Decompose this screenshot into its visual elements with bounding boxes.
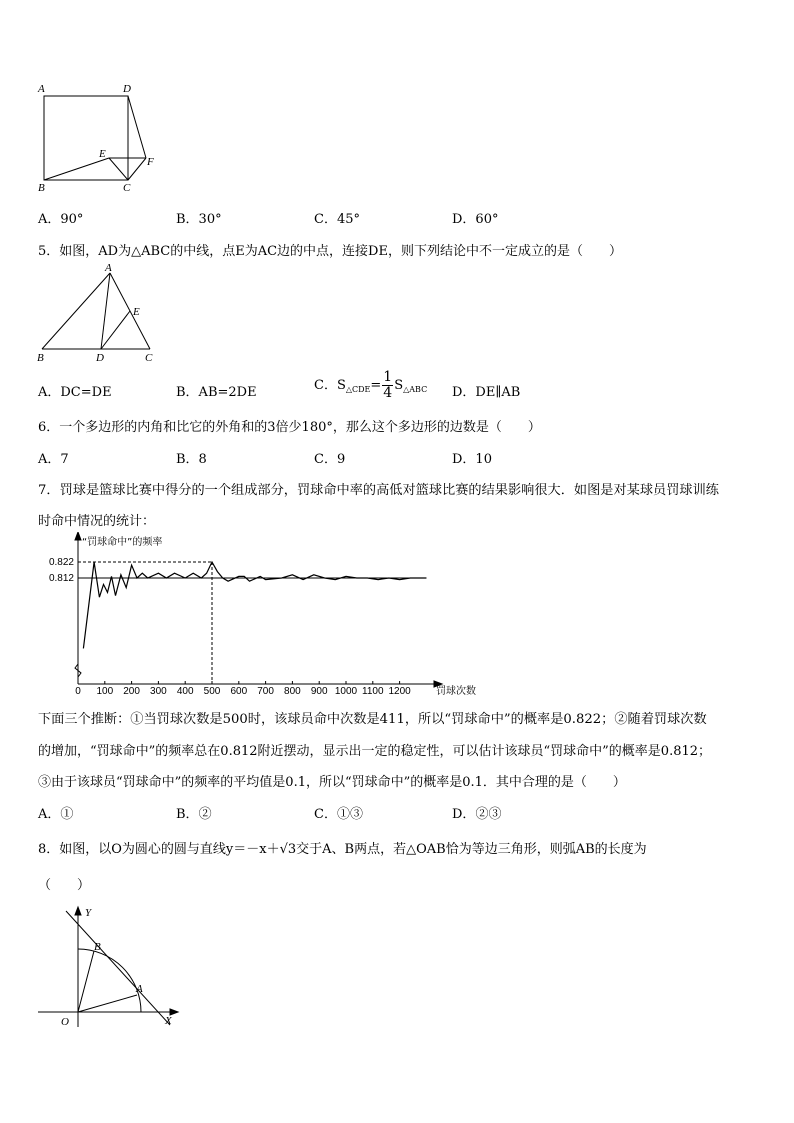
- q8-stem-post: 交于A、B两点，若△OAB恰为等边三角形，则弧AB的长度为: [296, 842, 647, 857]
- y-tick-label-0.812: 0.812: [48, 573, 74, 584]
- q4-label-a: A: [38, 83, 45, 95]
- q7-option-d-letter: D．: [452, 807, 476, 822]
- q8-label-b: B: [94, 941, 101, 953]
- q7-option-c-letter: C．: [314, 807, 337, 822]
- q7-frequency-chart: [34, 532, 504, 700]
- q5-label-a: A: [105, 262, 112, 274]
- q5-segment-de: [101, 311, 130, 349]
- q4-option-d: D．60°: [452, 212, 499, 227]
- q5-option-c-eq: =: [370, 378, 382, 393]
- y-tick-label-0.822: 0.822: [48, 557, 74, 568]
- q6-stem: 6．一个多边形的内角和比它的外角和的3倍少180°，那么这个多边形的边数是（ ）: [38, 420, 541, 435]
- q5-option-c-prefix: C．S: [314, 378, 346, 393]
- q5-side-ab: [42, 273, 110, 349]
- q4-segment-be: [44, 158, 109, 180]
- q8-label-a: A: [136, 983, 143, 995]
- q5-stem: 5．如图，AD为△ABC的中线，点E为AC边的中点，连接DE，则下列结论中不一定成立的是（ ）: [38, 244, 622, 259]
- x-tick-label-100: 100: [96, 686, 114, 697]
- q5-option-c: [314, 370, 427, 401]
- q8-label-y: Y: [85, 907, 92, 919]
- q4-segment-df: [128, 96, 146, 158]
- q8-label-o: O: [61, 1016, 69, 1028]
- q7-option-d-mark2: ③: [488, 807, 502, 822]
- q7-option-c: [314, 803, 363, 822]
- q8-answer-paren: （ ）: [38, 878, 91, 893]
- q5-median-ad: [101, 273, 110, 349]
- q7-option-b: [176, 803, 212, 822]
- q4-label-d: D: [123, 83, 131, 95]
- q7-stem-line2: 时命中情况的统计：: [38, 514, 156, 529]
- q4-option-b: B．30°: [176, 212, 222, 227]
- x-tick-label-800: 800: [284, 686, 301, 697]
- q7-y-axis-arrow: [75, 532, 81, 540]
- q7-para-line2: 的增加，“罚球命中”的频率总在0.812附近摆动，显示出一定的稳定性，可以估计该球员“罚球命中”的概率是0.812；: [38, 744, 712, 759]
- q4-figure: [34, 80, 164, 195]
- q7-y-axis-label: “罚球命中”的频率: [82, 537, 163, 548]
- q5-option-c-denominator: 4: [383, 385, 393, 401]
- q4-segment-ec: [109, 158, 128, 180]
- q5-label-b: B: [37, 352, 44, 364]
- q5-label-c: C: [145, 352, 153, 364]
- q5-label-e: E: [133, 306, 140, 318]
- q4-label-b: B: [38, 182, 45, 194]
- q4-label-c: C: [123, 182, 131, 194]
- q4-option-c: C．45°: [314, 212, 360, 227]
- q4-label-e: E: [99, 148, 106, 160]
- x-tick-label-400: 400: [176, 686, 194, 697]
- x-tick-label-1100: 1100: [362, 686, 384, 697]
- q8-segment-oa: [78, 995, 137, 1012]
- q8-line: [66, 911, 170, 1025]
- q8-stem-pre: 8．如图，以O为圆心的圆与直线y＝－x＋: [38, 842, 280, 857]
- q5-option-c-fraction: [382, 370, 393, 401]
- q8-stem: [38, 838, 647, 857]
- q5-option-b: B．AB=2DE: [176, 385, 257, 400]
- q6-option-a: A．7: [38, 452, 69, 467]
- q7-stem-line1: 7．罚球是篮球比赛中得分的一个组成部分，罚球命中率的高低对篮球比赛的结果影响很大．如图是对某球员罚球训练: [38, 483, 719, 498]
- q5-option-c-sub2: △ABC: [403, 385, 428, 394]
- x-tick-label-300: 300: [150, 686, 167, 697]
- q7-option-b-letter: B．: [176, 807, 199, 822]
- q8-label-x: X: [165, 1015, 172, 1027]
- x-tick-label-1000: 1000: [334, 686, 358, 697]
- x-tick-label-600: 600: [230, 686, 248, 697]
- x-tick-label-500: 500: [203, 686, 221, 697]
- q7-option-a-mark: ①: [60, 807, 74, 822]
- q7-option-b-mark: ②: [198, 807, 212, 822]
- x-tick-label-0: 0: [75, 686, 81, 697]
- q8-stem-sqrt: √3: [279, 842, 297, 857]
- q7-option-c-mark1: ①: [336, 807, 350, 822]
- q5-label-d: D: [96, 352, 104, 364]
- q7-option-c-mark2: ③: [349, 807, 363, 822]
- q4-segment-fc: [128, 158, 146, 180]
- q7-option-a: [38, 803, 73, 822]
- q4-option-a: A．90°: [38, 212, 84, 227]
- q8-y-axis-arrow: [75, 907, 81, 915]
- q5-option-c-s2: S: [394, 378, 404, 393]
- q6-option-d: D．10: [452, 452, 492, 467]
- q6-option-b: B．8: [176, 452, 207, 467]
- q5-option-c-sub1: △CDE: [345, 385, 371, 394]
- x-tick-label-700: 700: [257, 686, 274, 697]
- q7-para-line3: ③由于该球员“罚球命中”的频率的平均值是0.1，所以“罚球命中”的概率是0.1．其中合理的是（ ）: [38, 775, 626, 790]
- q8-segment-ob: [78, 951, 94, 1012]
- q7-x-axis-label: 罚球次数: [436, 686, 476, 697]
- q7-option-d-mark1: ②: [475, 807, 489, 822]
- q5-figure: [34, 260, 164, 368]
- q5-option-a: A．DC=DE: [38, 385, 112, 400]
- q4-label-f: F: [147, 156, 154, 168]
- q5-option-c-numerator: 1: [383, 369, 393, 385]
- q7-option-a-letter: A．: [38, 807, 61, 822]
- q7-para-line1: 下面三个推断：①当罚球次数是500时，该球员命中次数是411，所以“罚球命中”的概率是0.822；②随着罚球次数: [38, 712, 707, 727]
- q5-option-d: D．DE∥AB: [452, 385, 521, 400]
- q4-square: [44, 96, 128, 180]
- q6-option-c: C．9: [314, 452, 346, 467]
- x-tick-label-900: 900: [310, 686, 328, 697]
- x-tick-label-200: 200: [123, 686, 140, 697]
- q8-figure: [34, 903, 184, 1033]
- frequency-series-line: [83, 562, 426, 648]
- q7-option-d: [452, 803, 501, 822]
- x-tick-label-1200: 1200: [388, 686, 411, 697]
